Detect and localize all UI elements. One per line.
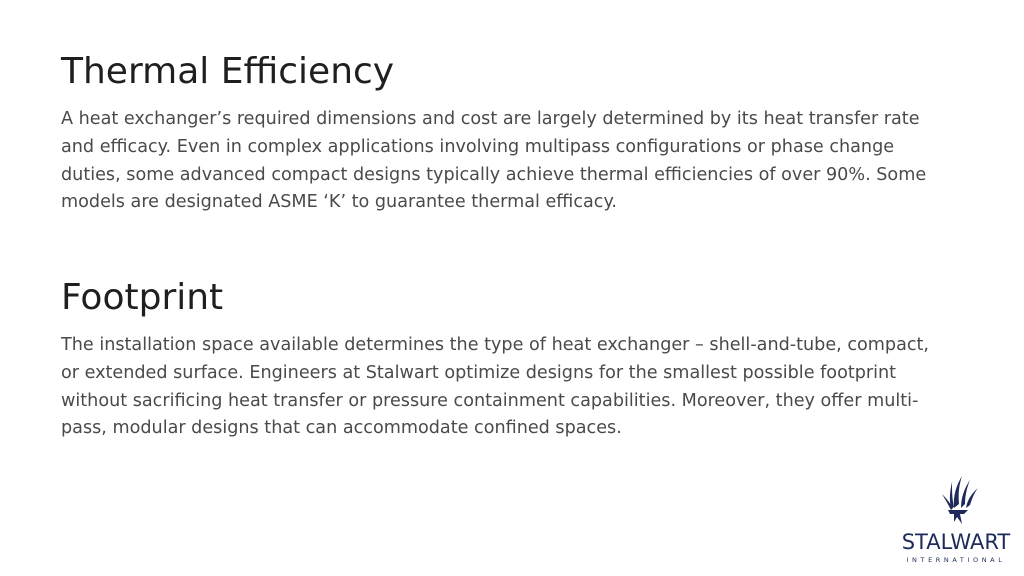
section-thermal-efficiency — [61, 50, 941, 217]
heading-footprint: Footprint — [61, 277, 224, 318]
paragraph-thermal-efficiency: A heat exchanger’s required dimensions and cost are largely determined by its heat transfer rate and efficacy. Even in complex applications involving multipass configurations or phase change duties, some advanced compact designs typically achieve thermal efficiencies of over 90%. Some models are designated ASME ‘K’ to guarantee thermal efficacy. — [61, 109, 927, 213]
logo-wordmark: STALWART — [901, 530, 1011, 554]
stalwart-logo — [900, 474, 1012, 568]
heading-thermal-efficiency: Thermal Efficiency — [61, 51, 395, 92]
eagle-wing-icon — [926, 474, 986, 530]
logo-subtitle: INTERNATIONAL — [906, 556, 1006, 564]
paragraph-footprint: The installation space available determines the type of heat exchanger – shell-and-tube, compact, or extended surface. Engineers at Stalwart optimize designs for the smallest possible footprint without sacrificing heat transfer or pressure containment capabilities. Moreover, they offer multi-pass, modular designs that can accommodate confined spaces. — [61, 335, 930, 439]
section-footprint — [61, 276, 941, 443]
